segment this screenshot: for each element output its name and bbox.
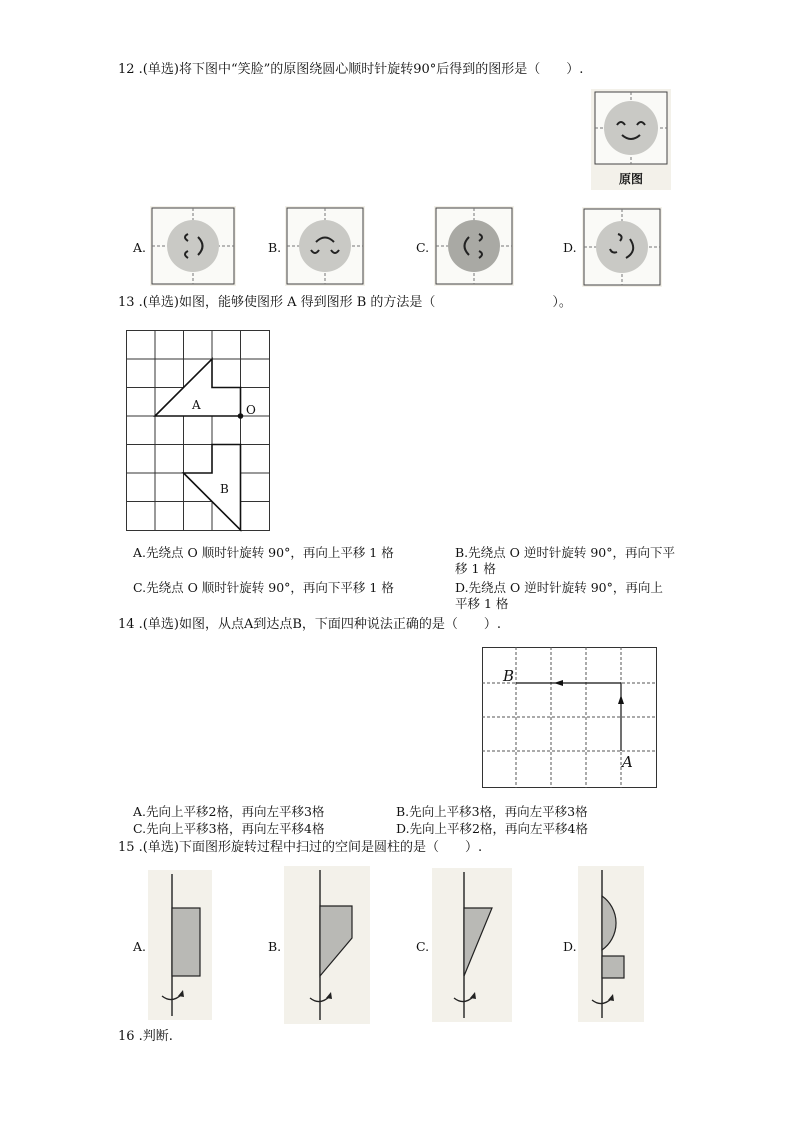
- q14-option-d[interactable]: D.先向上平移2格，再向左平移4格: [396, 821, 588, 836]
- point-b-label: B: [503, 667, 515, 685]
- q13-option-c-text: C.先绕点 O 顺时针旋转 90°，再向下平移 1 格: [133, 580, 394, 595]
- point-o: [238, 413, 244, 419]
- q12-option-d-figure[interactable]: [582, 207, 662, 287]
- q15-option-a-figure[interactable]: [148, 870, 212, 1020]
- q12-option-c-figure[interactable]: [434, 206, 514, 286]
- question-16-stem: 16 .判断.: [118, 1029, 173, 1044]
- q15-option-d-label[interactable]: D.: [563, 939, 577, 954]
- question-12-stem: 12 .(单选)将下图中“笑脸”的原图绕圆心顺时针旋转90°后得到的图形是（ ）.: [118, 62, 584, 77]
- point-a-label: A: [622, 753, 633, 771]
- shape-a-label: A: [192, 398, 201, 412]
- q13-option-d-text: D.先绕点 O 逆时针旋转 90°，再向上平移 1 格: [455, 580, 663, 611]
- q14-option-a[interactable]: A.先向上平移2格，再向左平移3格: [133, 804, 325, 819]
- q12-option-d-label[interactable]: D.: [563, 240, 577, 255]
- q15-option-b-label[interactable]: B.: [268, 939, 282, 954]
- q15-option-a-label[interactable]: A.: [133, 939, 147, 954]
- q12-option-a-figure[interactable]: [150, 206, 236, 286]
- q12-option-c-label[interactable]: C.: [416, 240, 430, 255]
- q13-option-b-text: B.先绕点 O 逆时针旋转 90°，再向下平移 1 格: [455, 545, 675, 576]
- q14-option-c[interactable]: C.先向上平移3格，再向左平移4格: [133, 821, 325, 836]
- q12-option-a-label[interactable]: A.: [133, 240, 147, 255]
- question-14-stem: 14 .(单选)如图，从点A到达点B，下面四种说法正确的是（ ）.: [118, 617, 502, 632]
- original-smiley-figure: [591, 89, 671, 190]
- q15-option-b-figure[interactable]: [284, 866, 370, 1024]
- shape-b-label: B: [220, 482, 229, 496]
- q13-option-d[interactable]: [455, 580, 675, 612]
- q13-option-a[interactable]: [133, 545, 423, 561]
- question-13-stem: 13 .(单选)如图，能够使图形 A 得到图形 B 的方法是（ ）。: [118, 295, 572, 310]
- q15-option-c-figure[interactable]: [432, 868, 512, 1022]
- q13-option-b[interactable]: [455, 545, 675, 577]
- q13-option-a-text: A.先绕点 O 顺时针旋转 90°，再向上平移 1 格: [133, 545, 394, 560]
- original-caption: 原图: [619, 172, 644, 186]
- q12-option-b-figure[interactable]: [285, 206, 365, 286]
- q13-grid-figure: [126, 330, 272, 532]
- q15-option-c-label[interactable]: C.: [416, 939, 430, 954]
- point-o-label: O: [246, 403, 256, 417]
- q12-option-b-label[interactable]: B.: [268, 240, 282, 255]
- q15-option-d-figure[interactable]: [578, 866, 644, 1022]
- q13-option-c[interactable]: [133, 580, 423, 596]
- question-15-stem: 15 .(单选)下面图形旋转过程中扫过的空间是圆柱的是（ ）.: [118, 840, 483, 855]
- q14-option-b[interactable]: B.先向上平移3格，再向左平移3格: [396, 804, 588, 819]
